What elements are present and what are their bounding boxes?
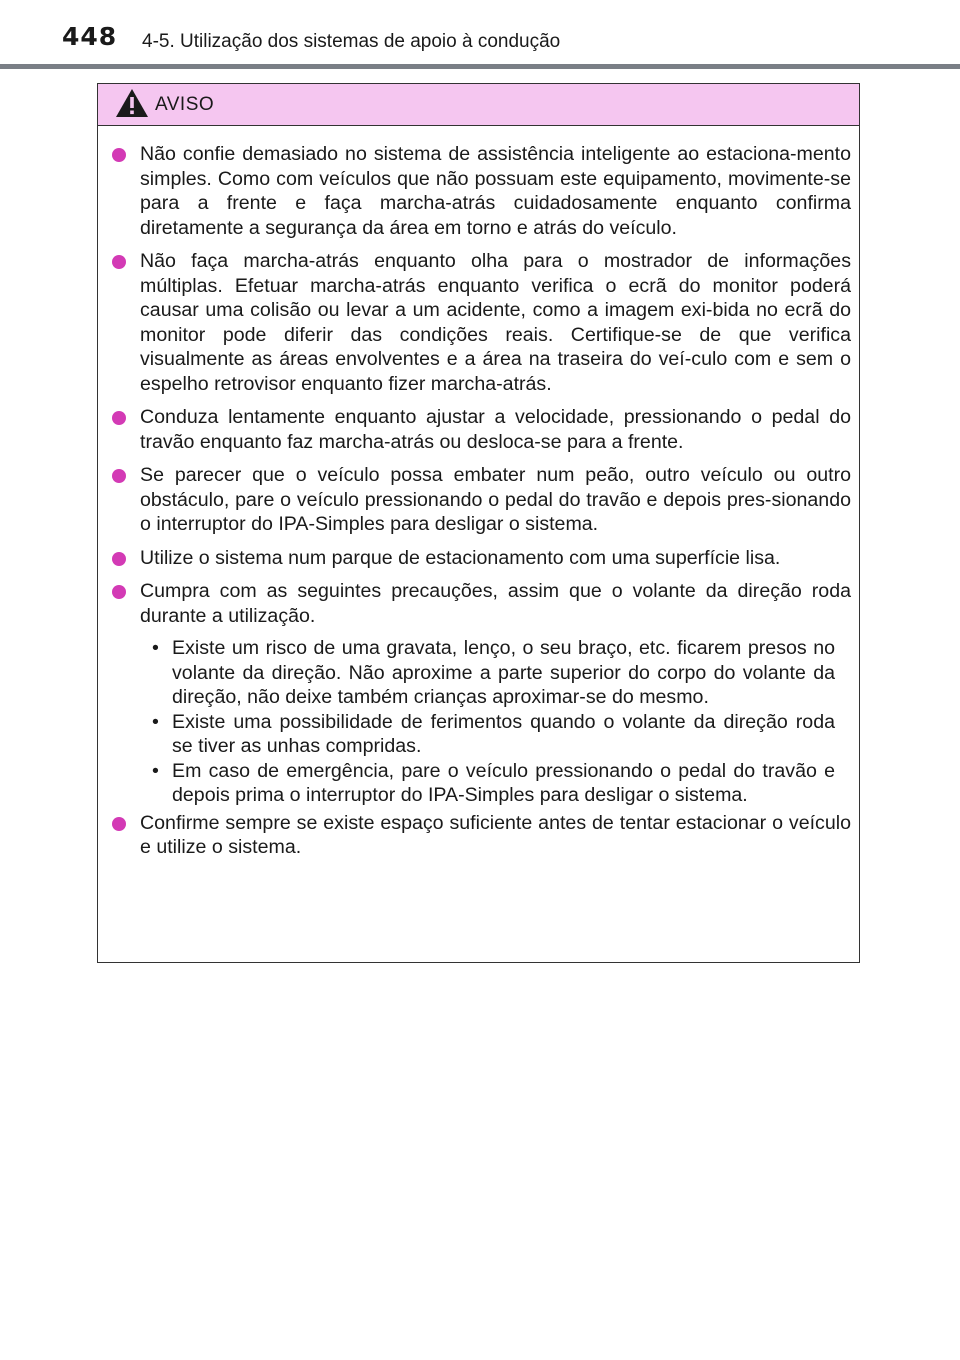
warning-triangle-icon xyxy=(115,88,149,118)
bullet-icon xyxy=(112,148,126,162)
warning-item xyxy=(110,249,851,396)
warning-item-text: Confirme sempre se existe espaço suficiente antes de tentar estacionar o veículo e utilize o sistema. xyxy=(140,811,851,858)
sublist-item-text: Existe uma possibilidade de ferimentos quando o volante da direção roda se tiver as unhas compridas. xyxy=(172,710,835,757)
warning-item-text: Não faça marcha-atrás enquanto olha para o mostrador de informações múltiplas. Efetuar marcha-atrás enquanto verifica o ecrã do monitor poderá causar uma colisão ou levar a um acidente, como a imagem exi-bida no ecrã do monitor pode diferir das condições reais. Certifique-se de que verifica visualmente as áreas envolventes e a área na traseira do veí-culo com e sem o espelho retrovisor enquanto fizer marcha-atrás. xyxy=(140,250,851,395)
warning-item-text: Se parecer que o veículo possa embater num peão, outro veículo ou outro obstáculo, pare o veículo pressionando o pedal do travão e depois pres-sionando o interruptor do IPA-Simples para desligar o sistema. xyxy=(140,464,851,535)
sublist-bullet: • xyxy=(152,759,159,782)
bullet-icon xyxy=(112,411,126,425)
sublist-bullet: • xyxy=(152,637,159,659)
section-title: 4-5. Utilização dos sistemas de apoio à condução xyxy=(142,31,561,52)
warning-box xyxy=(97,83,860,963)
warning-item-text: Conduza lentamente enquanto ajustar a velocidade, pressionando o pedal do travão enquanto faz marcha-atrás ou desloca-se para a frente. xyxy=(140,406,851,453)
bullet-icon xyxy=(112,255,126,269)
warning-header xyxy=(98,84,859,126)
warning-item-text: Não confie demasiado no sistema de assistência inteligente ao estaciona-mento simples. Como com veículos que não possuam este equipamento, movimente-se para a frente e faça marcha-atrás cuidadosamente enquanto confirma diretamente a segurança da área em torno e atrás do veículo. xyxy=(140,143,851,239)
warning-item xyxy=(110,811,851,860)
warning-title: AVISO xyxy=(155,94,215,115)
bullet-icon xyxy=(112,469,126,483)
page-number: 448 xyxy=(62,22,118,51)
warning-item-text: Utilize o sistema num parque de estacionamento com uma superfície lisa. xyxy=(140,546,781,569)
sublist-item-text: Em caso de emergência, pare o veículo pressionando o pedal do travão e depois prima o interruptor do IPA-Simples para desligar o sistema. xyxy=(172,759,835,806)
warning-item xyxy=(110,405,851,454)
warning-item xyxy=(110,546,851,571)
warning-item xyxy=(110,142,851,240)
page-header xyxy=(0,0,960,70)
sublist-item xyxy=(152,759,851,808)
header-divider xyxy=(0,64,960,69)
sublist-item xyxy=(152,710,851,759)
bullet-icon xyxy=(112,552,126,566)
sublist-bullet: • xyxy=(152,710,159,733)
warning-item-text: Cumpra com as seguintes precauções, assim que o volante da direção roda durante a utilização. xyxy=(140,580,851,627)
warning-sublist xyxy=(110,636,851,808)
warning-body xyxy=(98,126,859,860)
warning-item xyxy=(110,463,851,537)
bullet-icon xyxy=(112,817,126,831)
bullet-icon xyxy=(112,585,126,599)
sublist-item xyxy=(152,636,851,710)
sublist-item-text: Existe um risco de uma gravata, lenço, o seu braço, etc. ficarem presos no volante da direção. Não aproxime a parte superior do corpo do volante da direção, não deixe também crianças aproximar-se do mesmo. xyxy=(172,637,835,708)
warning-item xyxy=(110,579,851,628)
